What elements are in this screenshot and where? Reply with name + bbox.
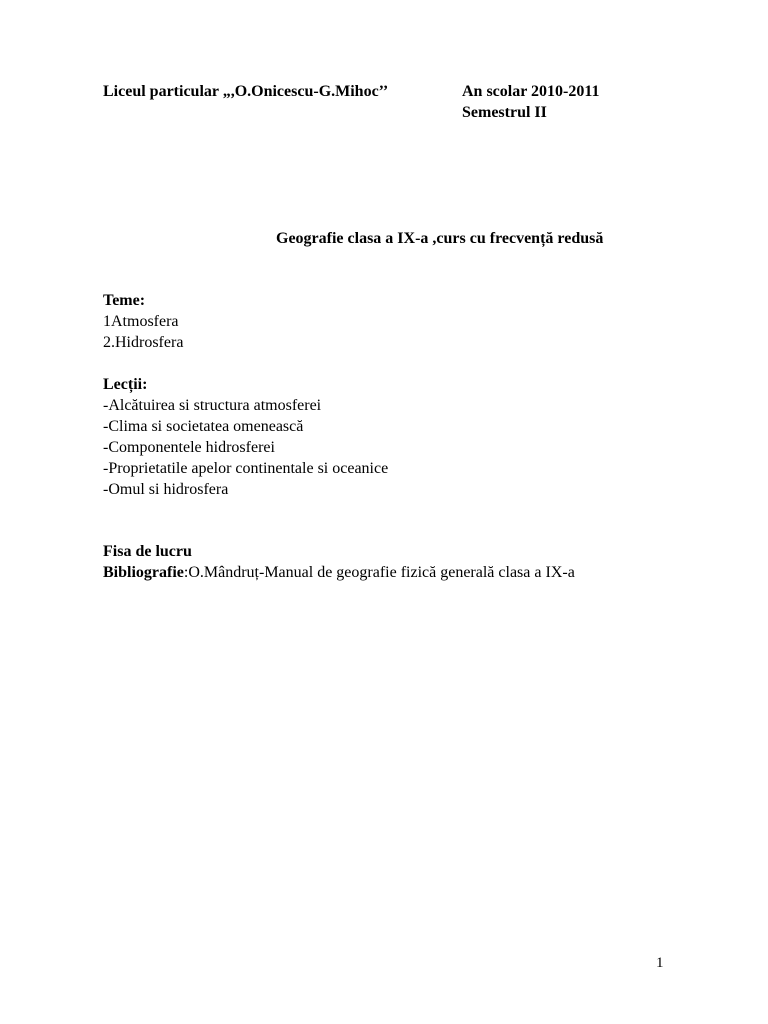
themes-heading: Teme: [103, 292, 146, 309]
lessons-heading: Lecții: [103, 376, 148, 393]
lesson-item: -Componentele hidrosferei [103, 439, 275, 456]
theme-item: 1Atmosfera [103, 313, 179, 330]
lesson-item: -Proprietatile apelor continentale si oceanice [103, 460, 389, 477]
bibliography-label: Bibliografie [103, 564, 184, 581]
bibliography-text: :O.Mândruț-Manual de geografie fizică generală clasa a IX-a [183, 564, 575, 581]
page-number: 1 [656, 955, 664, 971]
lesson-item: -Alcătuirea si structura atmosferei [103, 397, 322, 414]
bibliography-line [103, 562, 575, 583]
lesson-item: -Omul si hidrosfera [103, 481, 229, 498]
school-year: An scolar 2010-2011 [462, 83, 600, 100]
theme-item: 2.Hidrosfera [103, 334, 184, 351]
worksheet-heading: Fisa de lucru [103, 543, 192, 560]
lesson-item: -Clima si societatea omenească [103, 418, 304, 435]
school-name: Liceul particular „,O.Onicescu-G.Mihoc’’ [103, 83, 389, 100]
document-title: Geografie clasa a IX-a ,curs cu frecvență redusă [276, 230, 604, 247]
semester: Semestrul II [462, 104, 547, 121]
